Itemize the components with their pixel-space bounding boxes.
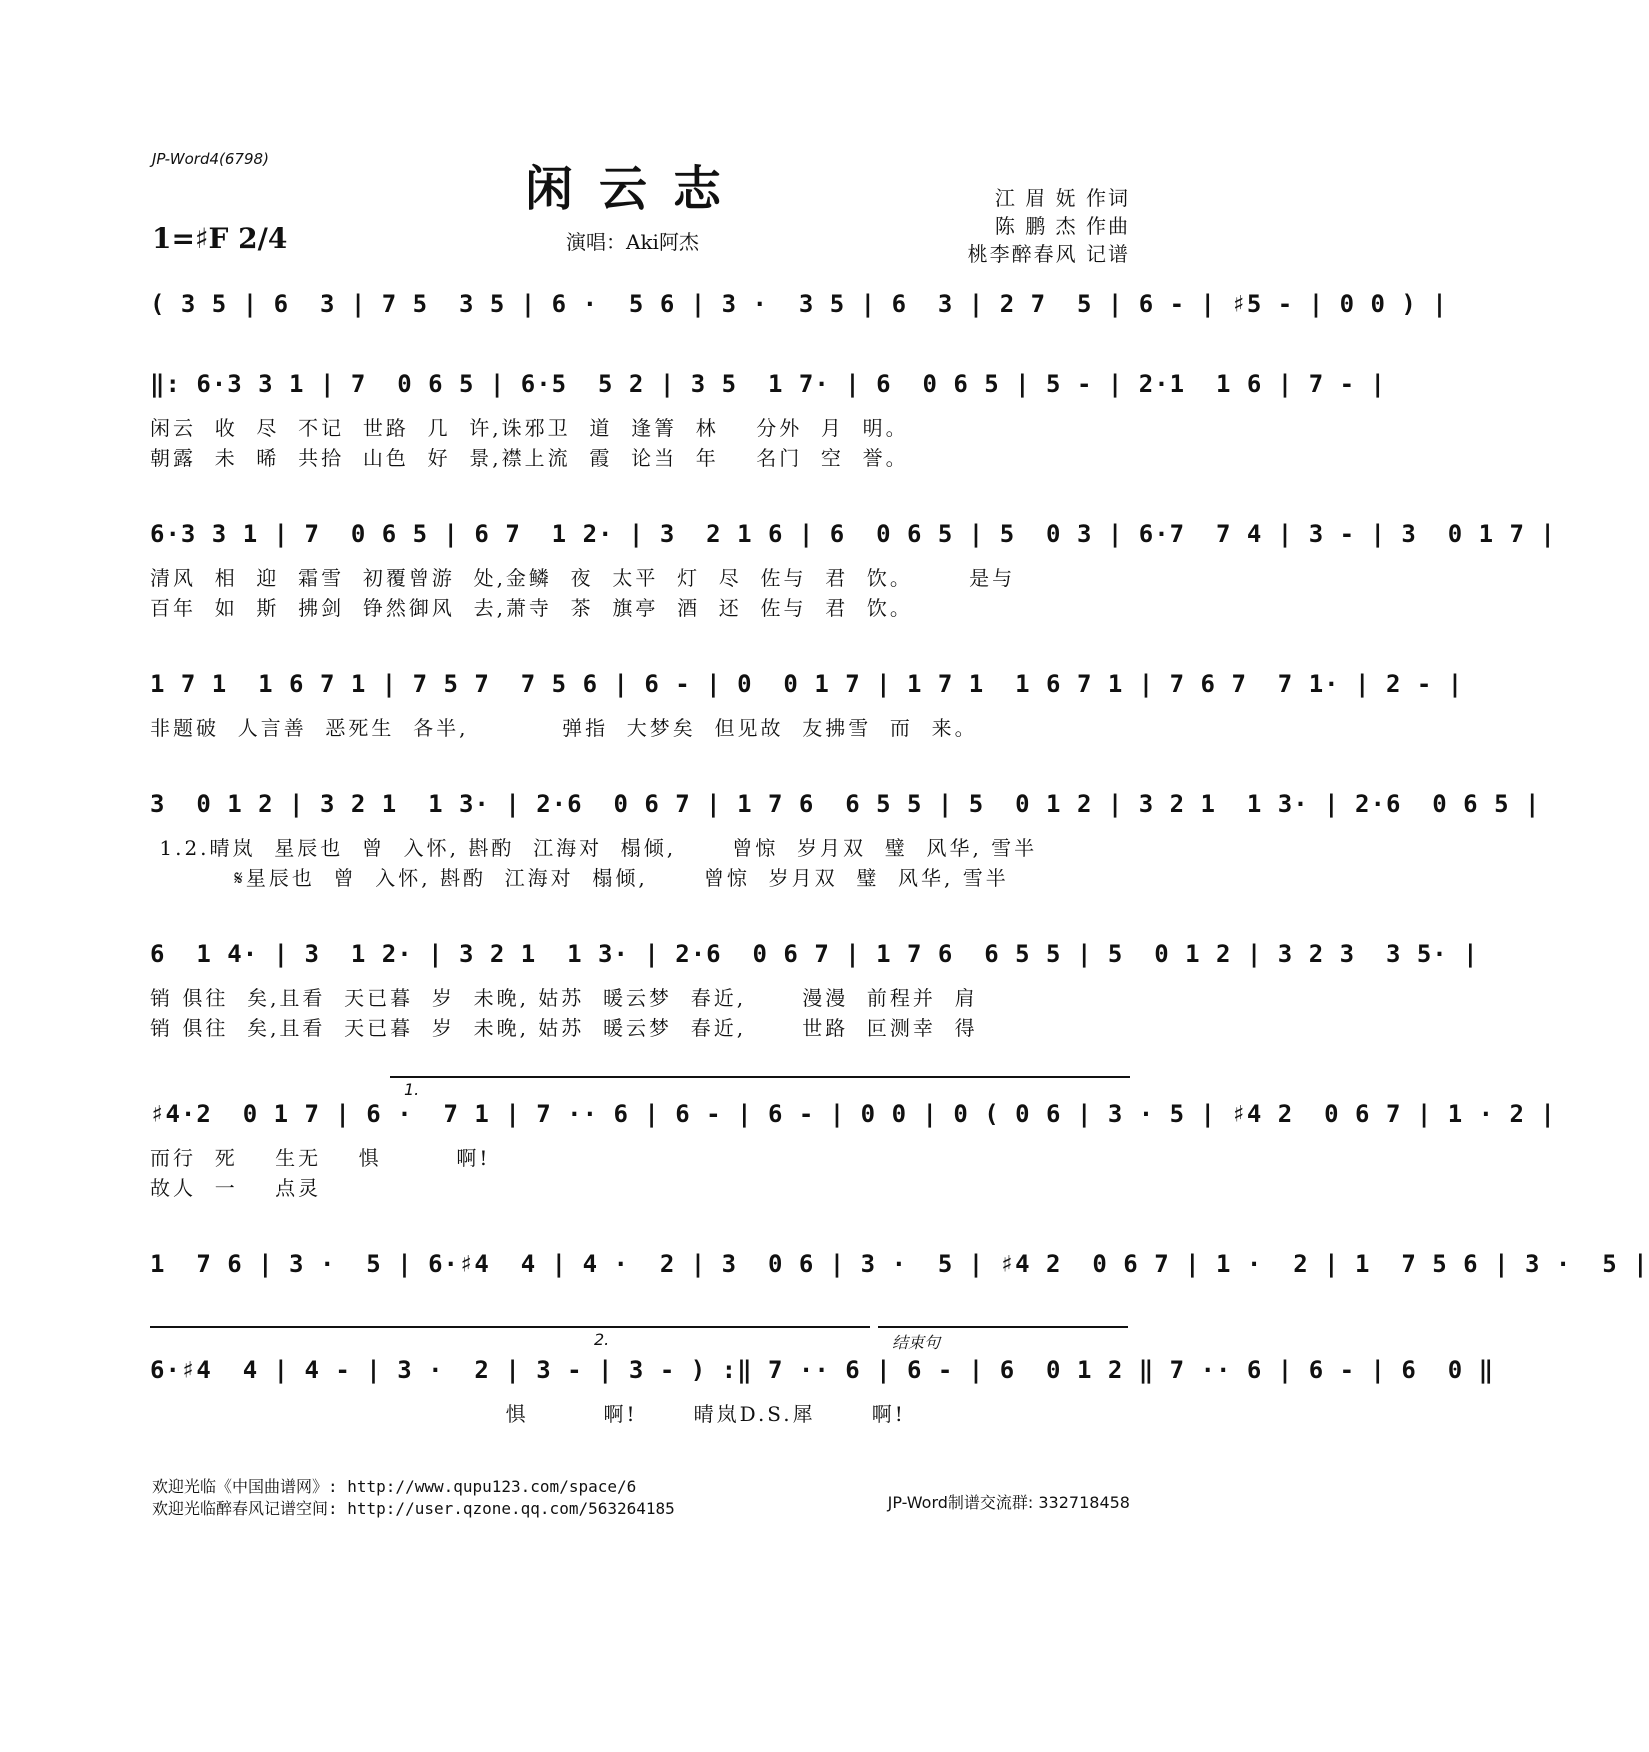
song-title: 闲云志 (524, 161, 747, 217)
lyric-line: 百年 如 斯 拂剑 铮然御风 去,萧寺 茶 旗亭 酒 还 佐与 君 饮。 (150, 596, 913, 620)
coda-bracket (878, 1326, 1128, 1328)
key-signature: 1=♯F 2/4 (152, 222, 288, 255)
repeat-bracket (150, 1326, 580, 1328)
lyric-line: 销 俱往 矣,且看 天已暮 岁 未晚, 姑苏 暖云梦 春近, 漫漫 前程并 肩 (150, 986, 978, 1010)
footer-line: 欢迎光临《中国曲谱网》: http://www.qupu123.com/space/6 (152, 1477, 637, 1496)
volta-label: 1. (404, 1080, 420, 1099)
lyric-line: 朝露 未 晞 共拾 山色 好 景,襟上流 霞 论当 年 名门 空 誉。 (150, 446, 909, 470)
score-system-3: 6·3 3 1 | 7 0 6 5 | 6 7 1 2· | 3 2 1 6 | 6 0 6 5 | 5 0 3 | 6·7 7 4 | 3 - | 3 0 1 7 | (150, 520, 1556, 548)
composer-credit: 陈 鹏 杰 作曲 (994, 214, 1130, 238)
footer-links (152, 1476, 675, 1520)
volta-bracket (390, 1076, 1130, 1078)
lyric-line: 故人 一 点灵 (150, 1176, 322, 1200)
lyric-line: 闲云 收 尽 不记 世路 几 许,诛邪卫 道 逢箐 林 分外 月 明。 (150, 416, 909, 440)
transcriber-credit: 桃李醉春风 记谱 (967, 242, 1130, 266)
score-system-6: 6 1 4· | 3 1 2· | 3 2 1 1 3· | 2·6 0 6 7 | 1 7 6 6 5 5 | 5 0 1 2 | 3 2 3 3 5· | (150, 940, 1479, 968)
lyric-line: 惧 啊! 晴岚D.S.犀 啊! (150, 1402, 906, 1426)
score-system-9: 6·♯4 4 | 4 - | 3 · 2 | 3 - | 3 - ) :‖ 7 ·· 6 | 6 - | 6 0 1 2 ‖ 7 ·· 6 | 6 - | 6 0 ‖ (150, 1356, 1495, 1384)
lyric-line: 非题破 人言善 恶死生 各半, 弹指 大梦矣 但见故 友拂雪 而 来。 (150, 716, 978, 740)
lyric-line: 1.2.晴岚 星辰也 曾 入怀, 斟酌 江海对 榻倾, 曾惊 岁月双 璧 风华, 雪半 (150, 836, 1038, 860)
volta-label: 2. (594, 1330, 610, 1349)
lyricist-credit: 江 眉 妩 作词 (994, 186, 1130, 210)
score-system-7: ♯4·2 0 1 7 | 6 · 7 1 | 7 ·· 6 | 6 - | 6 - | 0 0 | 0 ( 0 6 | 3 · 5 | ♯4 2 0 6 7 | 1 · 2 | (150, 1100, 1556, 1128)
score-system-8: 1 7 6 | 3 · 5 | 6·♯4 4 | 4 · 2 | 3 0 6 | 3 · 5 | ♯4 2 0 6 7 | 1 · 2 | 1 7 5 6 | 3 · 5 | (150, 1250, 1649, 1278)
score-system-2: ‖: 6·3 3 1 | 7 0 6 5 | 6·5 5 2 | 3 5 1 7· | 6 0 6 5 | 5 - | 2·1 1 6 | 7 - | (150, 370, 1386, 398)
qq-group: JP-Word制谱交流群: 332718458 (887, 1493, 1130, 1512)
volta-bracket (580, 1326, 870, 1328)
source-label: JP-Word4(6798) (152, 150, 269, 168)
lyric-line: 销 俱往 矣,且看 天已暮 岁 未晚, 姑苏 暖云梦 春近, 世路 叵测幸 得 (150, 1016, 978, 1040)
score-system-4: 1 7 1 1 6 7 1 | 7 5 7 7 5 6 | 6 - | 0 0 1 7 | 1 7 1 1 6 7 1 | 7 6 7 7 1· | 2 - | (150, 670, 1464, 698)
lyric-line: 而行 死 生无 惧 啊! (150, 1146, 491, 1170)
score-system-5: 3 0 1 2 | 3 2 1 1 3· | 2·6 0 6 7 | 1 7 6 6 5 5 | 5 0 1 2 | 3 2 1 1 3· | 2·6 0 6 5 | (150, 790, 1541, 818)
footer-line: 欢迎光临醉春风记谱空间: http://user.qzone.qq.com/563264185 (152, 1499, 675, 1518)
credits (968, 184, 1130, 268)
coda-label: 结束句 (892, 1333, 941, 1352)
singer-label: 演唱：Aki阿杰 (566, 230, 699, 254)
score-system-1: ( 3 5 | 6 3 | 7 5 3 5 | 6 · 5 6 | 3 · 3 5 | 6 3 | 2 7 5 | 6 - | ♯5 - | 0 0 ) | (150, 290, 1448, 318)
lyric-line: 𝄋星辰也 曾 入怀, 斟酌 江海对 榻倾, 曾惊 岁月双 璧 风华, 雪半 (150, 866, 1009, 890)
lyric-line: 清风 相 迎 霜雪 初覆曾游 处,金鳞 夜 太平 灯 尽 佐与 君 饮。 是与 (150, 566, 1016, 590)
